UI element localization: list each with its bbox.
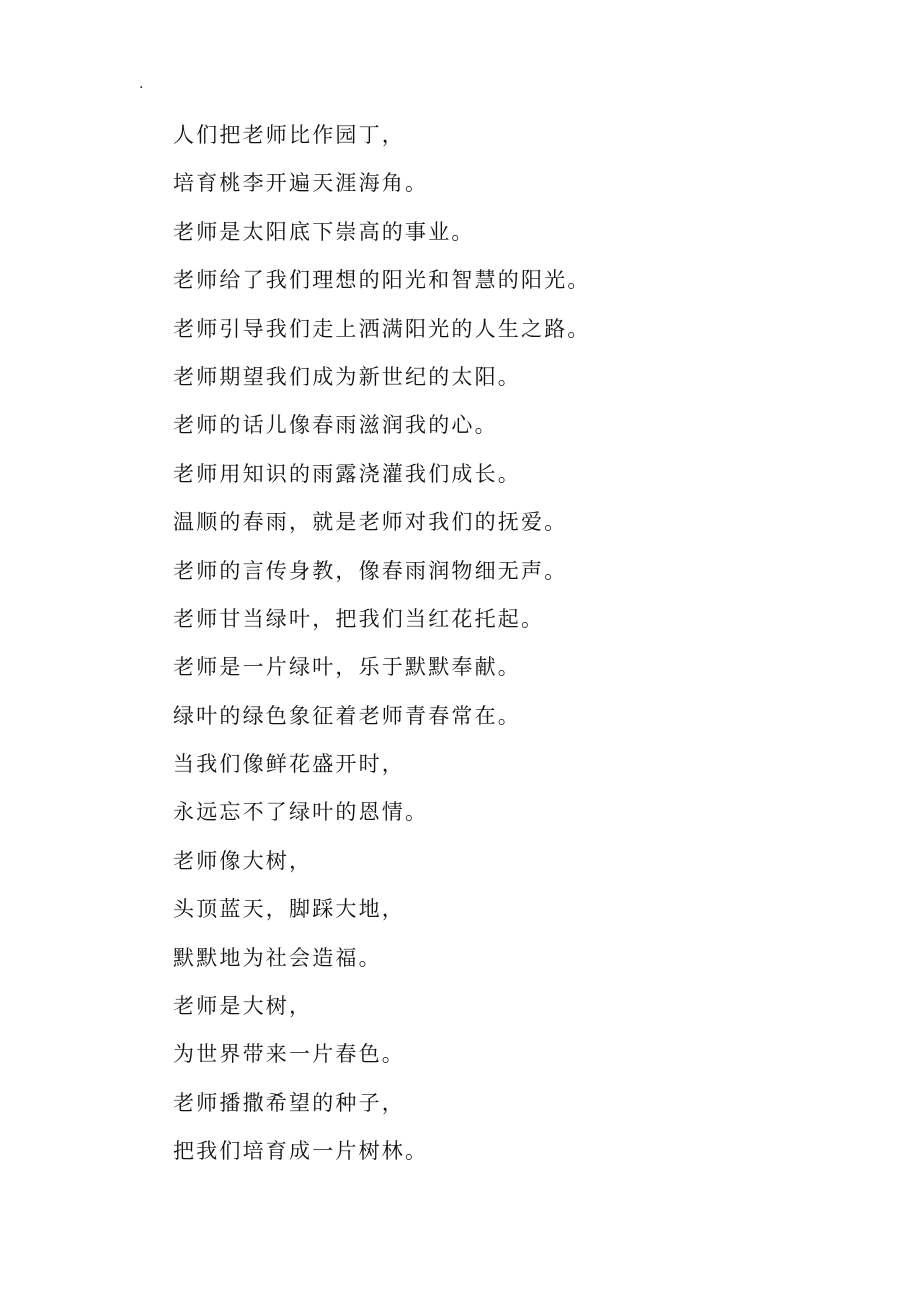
poem-line: 把我们培育成一片树林。	[173, 1139, 429, 1164]
poem-text	[173, 120, 591, 1185]
poem-line: 头顶蓝天，脚踩大地，	[173, 897, 405, 922]
poem-line: 人们把老师比作园丁，	[173, 123, 405, 147]
poem-line: 老师引导我们走上洒满阳光的人生之路。	[173, 316, 591, 341]
poem-line: 老师的话儿像春雨滋润我的心。	[173, 413, 498, 438]
poem-line: 老师甘当绿叶，把我们当红花托起。	[173, 606, 545, 631]
poem-line: 老师像大树，	[173, 848, 313, 873]
poem-line: 默默地为社会造福。	[173, 945, 382, 970]
poem-line: 老师播撒希望的种子，	[173, 1090, 405, 1115]
poem-line: 温顺的春雨，就是老师对我们的抚爱。	[173, 510, 568, 535]
poem-line: 老师用知识的雨露浇灌我们成长。	[173, 461, 521, 486]
poem-line: 绿叶的绿色象征着老师青春常在。	[173, 703, 521, 728]
poem-line: 老师的言传身教，像春雨润物细无声。	[173, 558, 568, 583]
poem-line: 培育桃李开遍天涯海角。	[173, 171, 429, 196]
poem-line: 老师是一片绿叶，乐于默默奉献。	[173, 655, 521, 680]
poem-line: 永远忘不了绿叶的恩情。	[173, 800, 429, 825]
poem-line: 老师期望我们成为新世纪的太阳。	[173, 364, 521, 389]
poem-line: 为世界带来一片春色。	[173, 1042, 405, 1067]
poem-line: 老师是太阳底下崇高的事业。	[173, 219, 475, 244]
poem-line: 老师给了我们理想的阳光和智慧的阳光。	[173, 268, 591, 293]
poem-line: 老师是大树，	[173, 994, 313, 1019]
page-mark: .	[139, 76, 144, 92]
poem-line: 当我们像鲜花盛开时，	[173, 752, 405, 777]
